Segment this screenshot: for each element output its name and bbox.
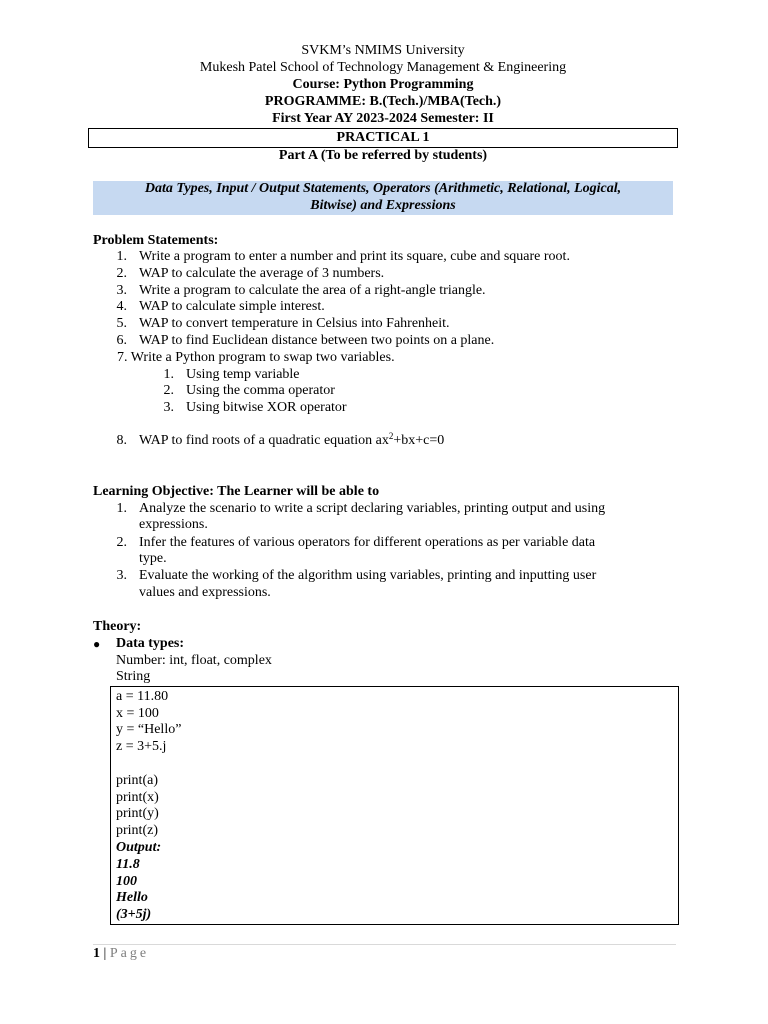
problem-number: 3. [116, 283, 127, 298]
superscript-2: 2 [388, 431, 394, 441]
code-line: print(y) [116, 806, 159, 821]
problem-text: WAP to calculate the average of 3 numbers. [139, 266, 385, 281]
theory-heading: Theory: [93, 619, 142, 634]
problem-text: WAP to calculate simple interest. [139, 299, 325, 314]
code-line: y = “Hello” [116, 722, 182, 737]
objective-text-cont: values and expressions. [139, 585, 271, 600]
code-line: print(x) [116, 790, 159, 805]
topic-banner [93, 181, 673, 215]
output-line: 100 [116, 874, 137, 889]
subproblem-number: 3. [163, 400, 174, 415]
problem-text: Write a program to calculate the area of a right-angle triangle. [139, 283, 486, 298]
objective-text: Evaluate the working of the algorithm using variables, printing and inputting user [139, 568, 597, 583]
practical-title: PRACTICAL 1 [88, 128, 678, 148]
output-label: Output: [116, 840, 162, 855]
topic-banner-line1: Data Types, Input / Output Statements, Operators (Arithmetic, Relational, Logical, [144, 181, 622, 196]
topic-banner-line2: Bitwise) and Expressions [310, 197, 456, 213]
subproblem-text: Using temp variable [186, 367, 300, 382]
problem-7-text: 7. Write a Python program to swap two variables. [117, 350, 395, 365]
output-line: (3+5j) [116, 907, 152, 922]
problem-8-text-a: WAP to find roots of a quadratic equation ax [139, 433, 389, 448]
problem-number: 1. [116, 249, 127, 264]
data-types-heading: Data types: [116, 636, 185, 651]
problem-text: WAP to find Euclidean distance between two points on a plane. [139, 333, 495, 348]
problem-text: WAP to convert temperature in Celsius into Fahrenheit. [139, 316, 450, 331]
problem-number: 6. [116, 333, 127, 348]
learning-objective-heading: Learning Objective: The Learner will be able to [93, 484, 380, 499]
problem-number: 5. [116, 316, 127, 331]
subproblem-number: 1. [163, 367, 174, 382]
code-example-box [110, 686, 679, 925]
code-line: a = 11.80 [116, 689, 169, 704]
objective-text-cont: type. [139, 551, 167, 566]
programme-title: PROGRAMME: B.(Tech.)/MBA(Tech.) [264, 94, 502, 109]
university-name: SVKM’s NMIMS University [301, 43, 465, 58]
course-title: Course: Python Programming [292, 77, 474, 92]
part-title: Part A (To be referred by students) [278, 148, 488, 163]
code-line: print(a) [116, 773, 158, 788]
year-semester: First Year AY 2023-2024 Semester: II [272, 111, 494, 126]
problem-number: 4. [116, 299, 127, 314]
objective-text: Analyze the scenario to write a script declaring variables, printing output and using [139, 501, 606, 516]
objective-text: Infer the features of various operators for different operations as per variable data [139, 535, 596, 550]
output-line: 11.8 [116, 857, 140, 872]
problem-text: Write a program to enter a number and print its square, cube and square root. [139, 249, 570, 264]
page-number: 1 [93, 946, 100, 961]
output-line: Hello [116, 890, 148, 905]
bullet-icon: ● [93, 637, 101, 651]
code-line: x = 100 [116, 706, 159, 721]
objective-number: 1. [116, 501, 127, 516]
code-line: z = 3+5.j [116, 739, 167, 754]
objective-number: 3. [116, 568, 127, 583]
problem-number: 2. [116, 266, 127, 281]
page-footer [93, 946, 149, 963]
problem-number: 8. [116, 433, 127, 448]
footer-divider [93, 944, 676, 945]
school-name: Mukesh Patel School of Technology Management & Engineering [199, 60, 567, 75]
problem-8-text [139, 433, 444, 450]
string-type-line: String [116, 669, 151, 684]
subproblem-number: 2. [163, 383, 174, 398]
number-types-line: Number: int, float, complex [116, 653, 272, 668]
footer-separator: | [100, 946, 110, 961]
problem-statements-heading: Problem Statements: [93, 233, 219, 248]
subproblem-text: Using bitwise XOR operator [186, 400, 347, 415]
page-label: Page [109, 946, 150, 961]
subproblem-text: Using the comma operator [186, 383, 335, 398]
objective-number: 2. [116, 535, 127, 550]
code-line: print(z) [116, 823, 158, 838]
objective-text-cont: expressions. [139, 517, 208, 532]
problem-8-text-b: +bx+c=0 [393, 433, 445, 448]
